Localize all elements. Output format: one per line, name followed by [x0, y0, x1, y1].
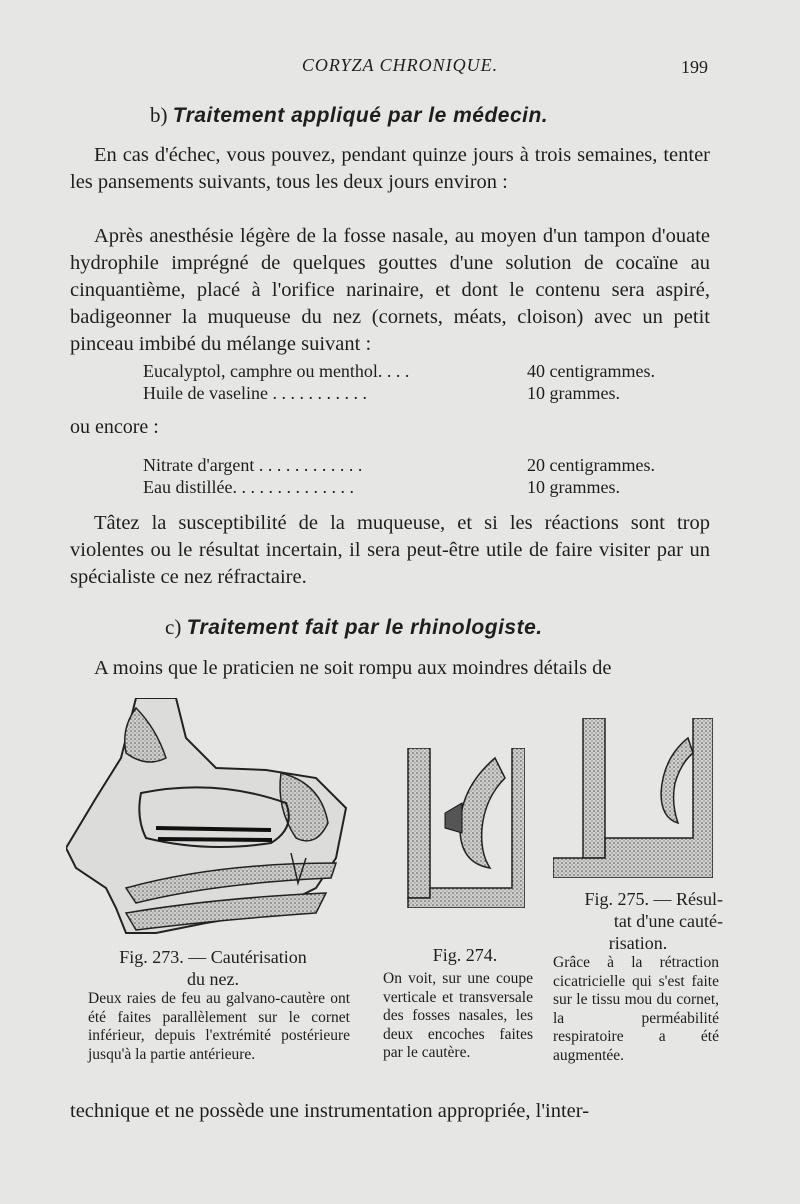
- paragraph-5: technique et ne possède une instrumentation appropriée, l'inter-: [70, 1100, 590, 1122]
- section-b-label: b): [150, 103, 168, 127]
- recipe-ingredient: Huile de vaseline . . . . . . . . . . .: [143, 383, 367, 403]
- recipe-2: [143, 454, 713, 498]
- fig-273-title-line2: du nez.: [187, 969, 239, 989]
- figure-274-illustration: [400, 748, 525, 908]
- septum: [583, 718, 605, 858]
- paragraph-4: A moins que le praticien ne soit rompu aux moindres détails de: [94, 657, 612, 679]
- page-number: 199: [681, 57, 708, 77]
- section-c-heading: [165, 615, 543, 640]
- running-title: CORYZA CHRONIQUE.: [301, 55, 499, 75]
- cautery-line: [158, 839, 272, 840]
- section-c-title: Traitement fait par le rhinologiste.: [186, 616, 543, 639]
- recipe-quantity: 40 centigrammes.: [527, 361, 655, 381]
- recipe-1: [143, 360, 713, 404]
- section-b-heading: [150, 103, 548, 128]
- paragraph-1: En cas d'échec, vous pouvez, pendant quinze jours à trois semaines, tenter les pansements suivants, tous les deux jours environ :: [70, 144, 710, 193]
- ou-encore: ou encore :: [70, 416, 159, 438]
- paragraph-2: Après anesthésie légère de la fosse nasale, au moyen d'un tampon d'ouate hydrophile imprégné de quelques gouttes d'une solution de cocaïne au cinquantième, placé à l'orifice narinaire, et dont le contenu sera aspiré, badigeonner la muqueuse du nez (cornets, méats, cloison) avec un petit pinceau imbibé du mélange suivant :: [70, 225, 710, 355]
- septum: [408, 748, 430, 898]
- fig-274-body: On voit, sur une coupe verticale et transversale des fosses nasales, les deux encoches faites par le cautère.: [383, 970, 533, 1061]
- fig-275-body: Grâce à la rétraction cicatricielle qui s'est faite sur le tissu mou du cornet, la perméabilité respiratoire a été augmentée.: [553, 954, 719, 1064]
- recipe-quantity: 10 grammes.: [527, 477, 620, 497]
- fig-275-title: [553, 888, 723, 954]
- fig-275-title-line1: Fig. 275. — Résul-: [584, 889, 723, 909]
- section-b-title: Traitement appliqué par le médecin.: [172, 104, 549, 127]
- recipe-ingredient: Eucalyptol, camphre ou menthol. . . .: [143, 361, 410, 381]
- fig-275-title-line3: risation.: [608, 933, 668, 953]
- figure-273-illustration: [66, 698, 356, 938]
- fig-273-body: Deux raies de feu au galvano-cautère ont été faites parallèlement sur le cornet inférieur, depuis l'extrémité postérieure jusqu'à la partie antérieure.: [88, 990, 350, 1063]
- paragraph-3: Tâtez la susceptibilité de la muqueuse, et si les réactions sont trop violentes ou le résultat incertain, il sera peut-être utile de faire visiter par un spécialiste ce nez réfractaire.: [70, 512, 710, 588]
- cautery-line: [156, 828, 271, 830]
- fig-273-title-line1: Fig. 273. — Cautérisation: [119, 947, 307, 967]
- recipe-quantity: 20 centigrammes.: [527, 455, 655, 475]
- recipe-quantity: 10 grammes.: [527, 383, 620, 403]
- fig-274-title: Fig. 274.: [432, 945, 498, 965]
- fig-275-title-line2: tat d'une cauté-: [613, 911, 723, 931]
- retracted-turbinate: [661, 738, 693, 823]
- section-c-label: c): [165, 615, 182, 639]
- recipe-ingredient: Nitrate d'argent . . . . . . . . . . . .: [143, 455, 363, 475]
- fig-273-title: [88, 946, 338, 990]
- recipe-ingredient: Eau distillée. . . . . . . . . . . . . .: [143, 477, 354, 497]
- figure-275-illustration: [553, 718, 713, 878]
